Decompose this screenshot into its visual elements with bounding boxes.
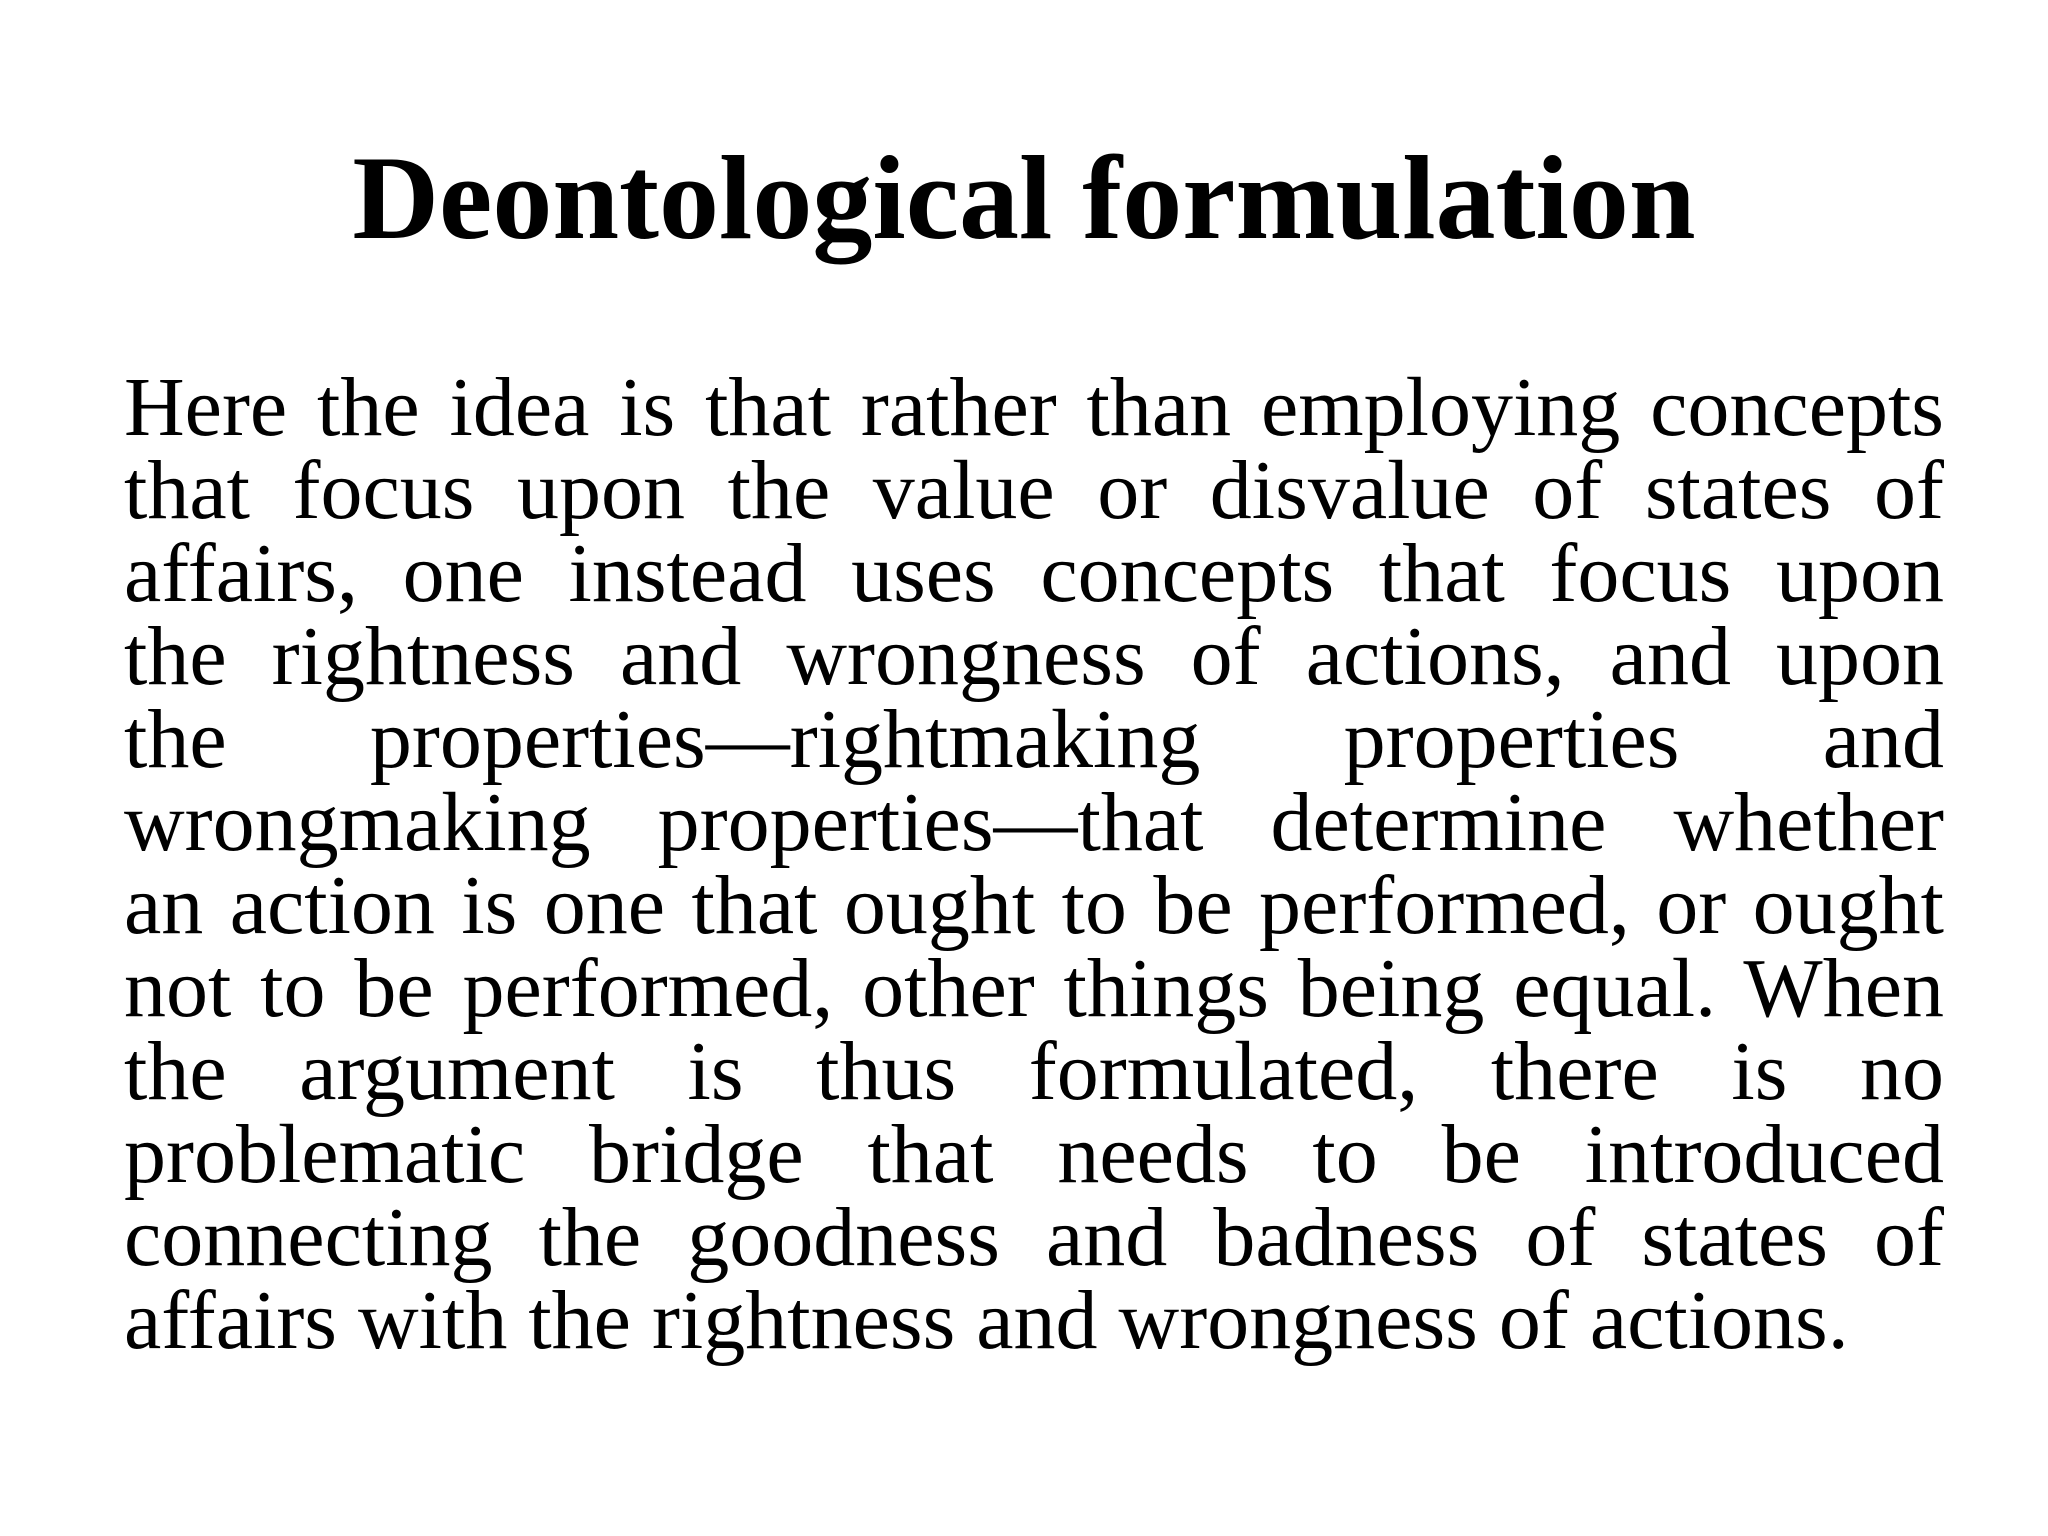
body-line: affairs with the rightness and wrongness of actions. [124,1274,1849,1367]
body-line: that focus upon the value or disvalue of states of [124,444,1944,537]
body-line: wrongmaking properties—that determine whether [124,776,1944,869]
body-line: the rightness and wrongness of actions, and upon [124,610,1944,703]
body-line: the argument is thus formulated, there is no [124,1025,1944,1118]
body-line: affairs, one instead uses concepts that focus upon [124,527,1944,620]
body-line: problematic bridge that needs to be introduced [124,1108,1944,1201]
body-line: the properties—rightmaking properties and [124,693,1944,786]
body-line: not to be performed, other things being equal. When [124,942,1944,1035]
slide-body-text [124,361,1944,1367]
body-line: connecting the goodness and badness of states of [124,1191,1944,1284]
body-line: an action is one that ought to be performed, or ought [124,859,1944,952]
slide-title: Deontological formulation [352,131,1696,264]
body-line: Here the idea is that rather than employing concepts [124,361,1944,454]
